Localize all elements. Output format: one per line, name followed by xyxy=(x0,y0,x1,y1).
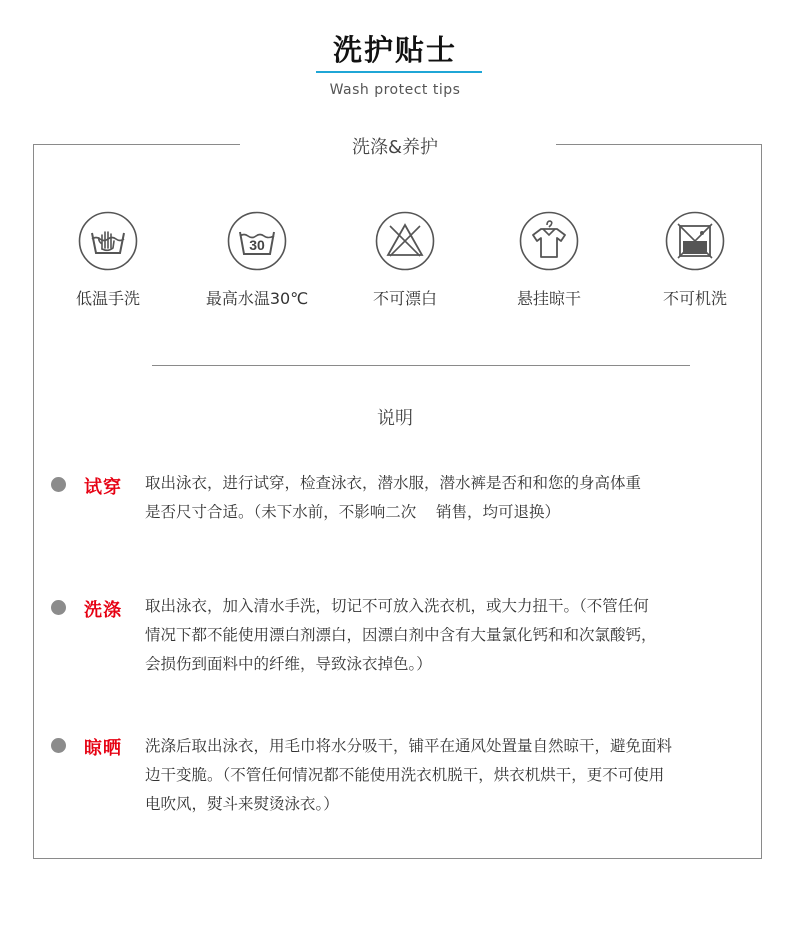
note-label-try-on: 试穿 xyxy=(84,477,122,498)
no-machine-wash-icon xyxy=(665,211,725,271)
note-label-dry: 晾晒 xyxy=(84,738,122,759)
page-subtitle: Wash protect tips xyxy=(329,82,461,98)
icon-label-no-bleach: 不可漂白 xyxy=(372,289,437,308)
icon-label-max-temp: 最高水温30℃ xyxy=(205,289,309,308)
icon-label-hang-dry: 悬挂晾干 xyxy=(516,289,581,308)
hang-dry-icon xyxy=(519,211,579,271)
care-section-title: 洗涤&养护 xyxy=(351,137,439,158)
note-text-wash: 取出泳衣，加入清水手洗，切记不可放入洗衣机，或大力扭干。（不管任何 情况下都不能使用漂白剂漂白，因漂白剂中含有大量氯化钙和和次氯酸钙， 会损伤到面料中的纤维，导致泳衣掉色。） xyxy=(145,597,657,673)
note-label-wash: 洗涤 xyxy=(84,600,122,621)
max-temp-30-icon xyxy=(227,211,287,271)
bullet-dot xyxy=(51,738,66,753)
note-text-try-on: 取出泳衣，进行试穿，检查泳衣，潜水服，潜水裤是否和和您的身高体重 是否尺寸合适。（未下水前，不影响二次 销售，均可退换） xyxy=(145,474,642,521)
hand-wash-icon xyxy=(78,211,138,271)
notes-title: 说明 xyxy=(377,408,413,429)
temp-number: 30 xyxy=(249,237,265,253)
bullet-dot xyxy=(51,477,66,492)
bullet-dot xyxy=(51,600,66,615)
note-text-dry: 洗涤后取出泳衣，用毛巾将水分吸干，铺平在通风处置量自然晾干，避免面料 边干变脆。（不管任何情况都不能使用洗衣机脱干，烘衣机烘干，更不可使用 电吹风，熨斗来熨烫泳衣。） xyxy=(145,737,673,813)
icon-label-no-machine-wash: 不可机洗 xyxy=(662,289,727,308)
no-bleach-icon xyxy=(375,211,435,271)
title-underline xyxy=(316,71,482,73)
section-divider xyxy=(152,365,690,366)
page-title: 洗护贴士 xyxy=(332,33,457,67)
icon-label-hand-wash: 低温手洗 xyxy=(75,289,140,308)
